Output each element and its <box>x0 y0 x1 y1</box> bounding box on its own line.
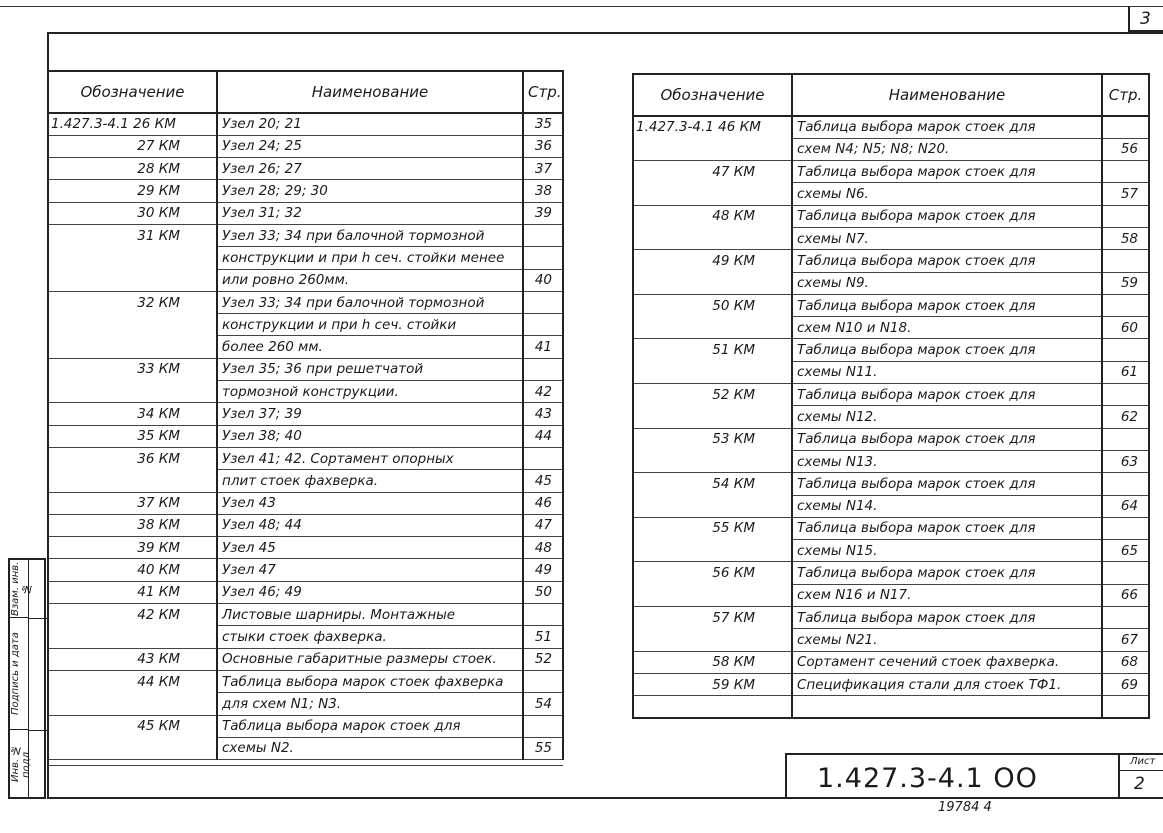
designation-cell: 36 КМ <box>49 447 217 469</box>
table-row <box>633 584 1149 606</box>
designation-cell: 38 КМ <box>49 514 217 536</box>
name-cell: Таблица выбора марок стоек для <box>792 250 1102 272</box>
table-row <box>633 205 1149 227</box>
page-cell: 45 <box>523 470 563 492</box>
name-cell: схемы N6. <box>792 183 1102 205</box>
name-cell: Таблица выбора марок стоек для <box>792 205 1102 227</box>
page-cell: 37 <box>523 158 563 180</box>
sheet-corner-number: 3 <box>1140 9 1151 29</box>
page-cell: 52 <box>523 648 563 670</box>
name-cell: Узел 43 <box>217 492 523 514</box>
page-cell: 68 <box>1102 651 1149 673</box>
archive-number: 19784 4 <box>938 800 992 815</box>
designation-cell: 35 КМ <box>49 425 217 447</box>
sheet-divider <box>1120 770 1163 771</box>
header-name: Наименование <box>217 71 523 113</box>
page-cell <box>1102 428 1149 450</box>
page-cell: 65 <box>1102 540 1149 562</box>
table-row <box>633 361 1149 383</box>
page-cell: 63 <box>1102 450 1149 472</box>
right-index-table <box>632 73 1150 719</box>
page-cell: 51 <box>523 626 563 648</box>
name-cell: схемы N21. <box>792 629 1102 651</box>
name-cell: Узел 24; 25 <box>217 135 523 157</box>
signature-date-label: Подпись и дата <box>10 632 21 716</box>
name-cell: Узел 28; 29; 30 <box>217 180 523 202</box>
page-cell <box>1102 161 1149 183</box>
page-cell: 58 <box>1102 227 1149 249</box>
page-cell <box>1102 562 1149 584</box>
page-cell: 50 <box>523 581 563 603</box>
table-row <box>633 116 1149 138</box>
left-table-bottom-line <box>49 765 563 766</box>
page-cell <box>523 447 563 469</box>
designation-cell <box>49 693 217 715</box>
designation-cell: 52 КМ <box>633 384 792 406</box>
name-cell <box>792 696 1102 718</box>
table-row <box>49 670 563 692</box>
designation-cell <box>633 227 792 249</box>
page-cell <box>523 314 563 336</box>
table-row <box>49 269 563 291</box>
table-row <box>49 224 563 246</box>
name-cell: схем N4; N5; N8; N20. <box>792 138 1102 160</box>
name-cell: Узел 26; 27 <box>217 158 523 180</box>
designation-cell <box>49 381 217 403</box>
page-cell <box>1102 473 1149 495</box>
name-cell: Таблица выбора марок стоек фахверка <box>217 670 523 692</box>
designation-cell <box>633 361 792 383</box>
designation-cell <box>633 138 792 160</box>
table-row <box>49 492 563 514</box>
designation-cell: 41 КМ <box>49 581 217 603</box>
table-row <box>49 470 563 492</box>
page-cell: 69 <box>1102 673 1149 695</box>
name-cell: или ровно 260мм. <box>217 269 523 291</box>
name-cell: схемы N13. <box>792 450 1102 472</box>
table-row <box>49 135 563 157</box>
designation-cell: 33 КМ <box>49 358 217 380</box>
name-cell: схемы N12. <box>792 406 1102 428</box>
name-cell: конструкции и при h сеч. стойки менее <box>217 247 523 269</box>
table-row <box>49 247 563 269</box>
page-cell <box>1102 205 1149 227</box>
name-cell: схемы N14. <box>792 495 1102 517</box>
name-cell: Таблица выбора марок стоек для <box>792 607 1102 629</box>
designation-cell <box>633 696 792 718</box>
page-cell <box>523 715 563 737</box>
designation-cell: 1.427.3-4.1 26 КМ <box>49 113 217 135</box>
right-table-body <box>633 116 1149 718</box>
page-cell: 46 <box>523 492 563 514</box>
table-row <box>49 158 563 180</box>
sheet-number: 2 <box>1134 774 1145 794</box>
name-cell: Узел 38; 40 <box>217 425 523 447</box>
table-row <box>633 161 1149 183</box>
side-strip-labels-column <box>10 560 32 797</box>
table-row <box>633 629 1149 651</box>
designation-cell <box>633 406 792 428</box>
name-cell: Таблица выбора марок стоек для <box>792 473 1102 495</box>
designation-cell: 48 КМ <box>633 205 792 227</box>
table-row <box>633 540 1149 562</box>
page-cell: 39 <box>523 202 563 224</box>
table-row <box>633 317 1149 339</box>
table-row <box>49 514 563 536</box>
page-cell: 44 <box>523 425 563 447</box>
page-cell: 62 <box>1102 406 1149 428</box>
name-cell: Листовые шарниры. Монтажные <box>217 604 523 626</box>
table-row <box>633 473 1149 495</box>
sheet-corner-box <box>1128 6 1163 32</box>
page-cell: 59 <box>1102 272 1149 294</box>
name-cell: Узел 41; 42. Сортамент опорных <box>217 447 523 469</box>
page-cell: 36 <box>523 135 563 157</box>
page-cell: 49 <box>523 559 563 581</box>
page-cell <box>1102 116 1149 138</box>
table-row <box>49 358 563 380</box>
designation-cell: 58 КМ <box>633 651 792 673</box>
designation-cell <box>633 272 792 294</box>
designation-cell: 59 КМ <box>633 673 792 695</box>
name-cell: схем N16 и N17. <box>792 584 1102 606</box>
name-cell: Таблица выбора марок стоек для <box>792 562 1102 584</box>
page-cell <box>523 358 563 380</box>
page-cell <box>523 604 563 626</box>
page-cell: 35 <box>523 113 563 135</box>
designation-cell: 42 КМ <box>49 604 217 626</box>
header-designation: Обозначение <box>633 74 792 116</box>
designation-cell: 30 КМ <box>49 202 217 224</box>
name-cell: Таблица выбора марок стоек для <box>792 116 1102 138</box>
header-name: Наименование <box>792 74 1102 116</box>
page-cell <box>1102 294 1149 316</box>
designation-cell <box>49 737 217 759</box>
header-designation: Обозначение <box>49 71 217 113</box>
table-row <box>49 425 563 447</box>
page-cell <box>1102 339 1149 361</box>
replace-inv-label: Взам. инв. № <box>10 561 32 617</box>
designation-cell: 40 КМ <box>49 559 217 581</box>
designation-cell: 53 КМ <box>633 428 792 450</box>
name-cell: Сортамент сечений стоек фахверка. <box>792 651 1102 673</box>
side-divider-1 <box>29 618 47 619</box>
page-cell <box>1102 250 1149 272</box>
inv-original-cell <box>10 730 32 797</box>
table-row <box>633 450 1149 472</box>
page-cell: 61 <box>1102 361 1149 383</box>
page-cell: 67 <box>1102 629 1149 651</box>
designation-cell: 39 КМ <box>49 537 217 559</box>
name-cell: Узел 31; 32 <box>217 202 523 224</box>
page-cell <box>523 670 563 692</box>
table-row <box>49 537 563 559</box>
designation-cell: 57 КМ <box>633 607 792 629</box>
table-row <box>49 648 563 670</box>
table-row <box>49 381 563 403</box>
designation-cell: 37 КМ <box>49 492 217 514</box>
side-approval-strip <box>8 558 46 799</box>
title-stamp <box>785 753 1163 799</box>
name-cell: Таблица выбора марок стоек для <box>792 428 1102 450</box>
table-row <box>49 447 563 469</box>
page-cell: 48 <box>523 537 563 559</box>
left-index-table <box>49 70 564 760</box>
table-row <box>633 227 1149 249</box>
designation-cell <box>49 336 217 358</box>
table-row <box>633 651 1149 673</box>
page-cell: 41 <box>523 336 563 358</box>
page-cell <box>523 224 563 246</box>
designation-cell <box>633 540 792 562</box>
table-row <box>49 693 563 715</box>
name-cell: Таблица выбора марок стоек для <box>217 715 523 737</box>
designation-cell: 51 КМ <box>633 339 792 361</box>
name-cell: конструкции и при h сеч. стойки <box>217 314 523 336</box>
name-cell: Таблица выбора марок стоек для <box>792 161 1102 183</box>
signature-date-cell <box>10 618 28 730</box>
table-row <box>633 384 1149 406</box>
page-cell <box>1102 384 1149 406</box>
name-cell: плит стоек фахверка. <box>217 470 523 492</box>
left-table-body <box>49 113 563 760</box>
name-cell: Узел 46; 49 <box>217 581 523 603</box>
table-row <box>49 559 563 581</box>
header-page: Стр. <box>1102 74 1149 116</box>
page-cell <box>523 291 563 313</box>
designation-cell: 55 КМ <box>633 517 792 539</box>
page-cell: 47 <box>523 514 563 536</box>
designation-cell: 28 КМ <box>49 158 217 180</box>
sheet-label: Лист <box>1130 756 1156 767</box>
designation-cell <box>633 183 792 205</box>
designation-cell: 49 КМ <box>633 250 792 272</box>
name-cell: Узел 20; 21 <box>217 113 523 135</box>
table-row <box>633 406 1149 428</box>
table-row <box>49 180 563 202</box>
name-cell: тормозной конструкции. <box>217 381 523 403</box>
designation-cell <box>633 584 792 606</box>
name-cell: более 260 мм. <box>217 336 523 358</box>
name-cell: Узел 35; 36 при решетчатой <box>217 358 523 380</box>
table-row <box>633 272 1149 294</box>
designation-cell: 34 КМ <box>49 403 217 425</box>
page-cell <box>1102 517 1149 539</box>
designation-cell: 45 КМ <box>49 715 217 737</box>
designation-cell: 56 КМ <box>633 562 792 584</box>
name-cell: схемы N15. <box>792 540 1102 562</box>
designation-cell <box>49 314 217 336</box>
page-cell: 54 <box>523 693 563 715</box>
designation-cell: 44 КМ <box>49 670 217 692</box>
page-cell: 55 <box>523 737 563 759</box>
designation-cell <box>49 269 217 291</box>
designation-cell <box>633 317 792 339</box>
name-cell: схем N10 и N18. <box>792 317 1102 339</box>
designation-cell: 47 КМ <box>633 161 792 183</box>
designation-cell: 43 КМ <box>49 648 217 670</box>
name-cell: стыки стоек фахверка. <box>217 626 523 648</box>
designation-cell: 29 КМ <box>49 180 217 202</box>
page-cell <box>523 247 563 269</box>
side-strip-values-column <box>29 560 47 797</box>
table-row <box>49 113 563 135</box>
name-cell: схемы N9. <box>792 272 1102 294</box>
designation-cell <box>49 247 217 269</box>
page-cell <box>1102 696 1149 718</box>
name-cell: Таблица выбора марок стоек для <box>792 339 1102 361</box>
table-row <box>633 339 1149 361</box>
designation-cell: 32 КМ <box>49 291 217 313</box>
table-row <box>633 250 1149 272</box>
designation-cell: 1.427.3-4.1 46 КМ <box>633 116 792 138</box>
page-cell: 60 <box>1102 317 1149 339</box>
name-cell: Узел 48; 44 <box>217 514 523 536</box>
name-cell: схемы N2. <box>217 737 523 759</box>
name-cell: схемы N7. <box>792 227 1102 249</box>
table-row <box>49 581 563 603</box>
name-cell: Таблица выбора марок стоек для <box>792 517 1102 539</box>
name-cell: для схем N1; N3. <box>217 693 523 715</box>
side-divider-2 <box>29 730 47 731</box>
designation-cell <box>49 470 217 492</box>
page-cell <box>1102 607 1149 629</box>
table-row <box>49 715 563 737</box>
name-cell: Спецификация стали для стоек ТФ1. <box>792 673 1102 695</box>
page-cell: 66 <box>1102 584 1149 606</box>
page-cell: 38 <box>523 180 563 202</box>
name-cell: схемы N11. <box>792 361 1102 383</box>
designation-cell: 54 КМ <box>633 473 792 495</box>
table-row <box>633 428 1149 450</box>
document-code: 1.427.3-4.1 ОО <box>817 763 1038 794</box>
table-row <box>633 495 1149 517</box>
sheet-box <box>1118 755 1163 799</box>
header-page: Стр. <box>523 71 563 113</box>
table-row <box>49 291 563 313</box>
page-cell: 40 <box>523 269 563 291</box>
table-row <box>633 562 1149 584</box>
designation-cell: 27 КМ <box>49 135 217 157</box>
table-row <box>633 696 1149 718</box>
designation-cell: 31 КМ <box>49 224 217 246</box>
name-cell: Узел 45 <box>217 537 523 559</box>
table-row <box>49 403 563 425</box>
table-row <box>49 314 563 336</box>
page-cell: 42 <box>523 381 563 403</box>
designation-cell <box>633 450 792 472</box>
designation-cell <box>633 629 792 651</box>
name-cell: Основные габаритные размеры стоек. <box>217 648 523 670</box>
name-cell: Таблица выбора марок стоек для <box>792 384 1102 406</box>
table-row <box>633 294 1149 316</box>
page-cell: 43 <box>523 403 563 425</box>
table-row <box>49 336 563 358</box>
name-cell: Узел 33; 34 при балочной тормозной <box>217 224 523 246</box>
name-cell: Узел 47 <box>217 559 523 581</box>
page-cell: 57 <box>1102 183 1149 205</box>
table-row <box>49 604 563 626</box>
table-row <box>633 517 1149 539</box>
table-row <box>49 626 563 648</box>
inv-original-label: Инв. № подл. <box>10 744 32 783</box>
top-border-line <box>0 6 1163 7</box>
name-cell: Узел 33; 34 при балочной тормозной <box>217 291 523 313</box>
replace-inv-cell <box>10 560 32 618</box>
table-row <box>633 673 1149 695</box>
name-cell: Узел 37; 39 <box>217 403 523 425</box>
table-row <box>633 138 1149 160</box>
name-cell: Таблица выбора марок стоек для <box>792 294 1102 316</box>
table-row <box>633 183 1149 205</box>
page-cell: 56 <box>1102 138 1149 160</box>
designation-cell <box>49 626 217 648</box>
table-row <box>633 607 1149 629</box>
designation-cell <box>633 495 792 517</box>
designation-cell: 50 КМ <box>633 294 792 316</box>
page-cell: 64 <box>1102 495 1149 517</box>
table-row <box>49 202 563 224</box>
table-row <box>49 737 563 759</box>
